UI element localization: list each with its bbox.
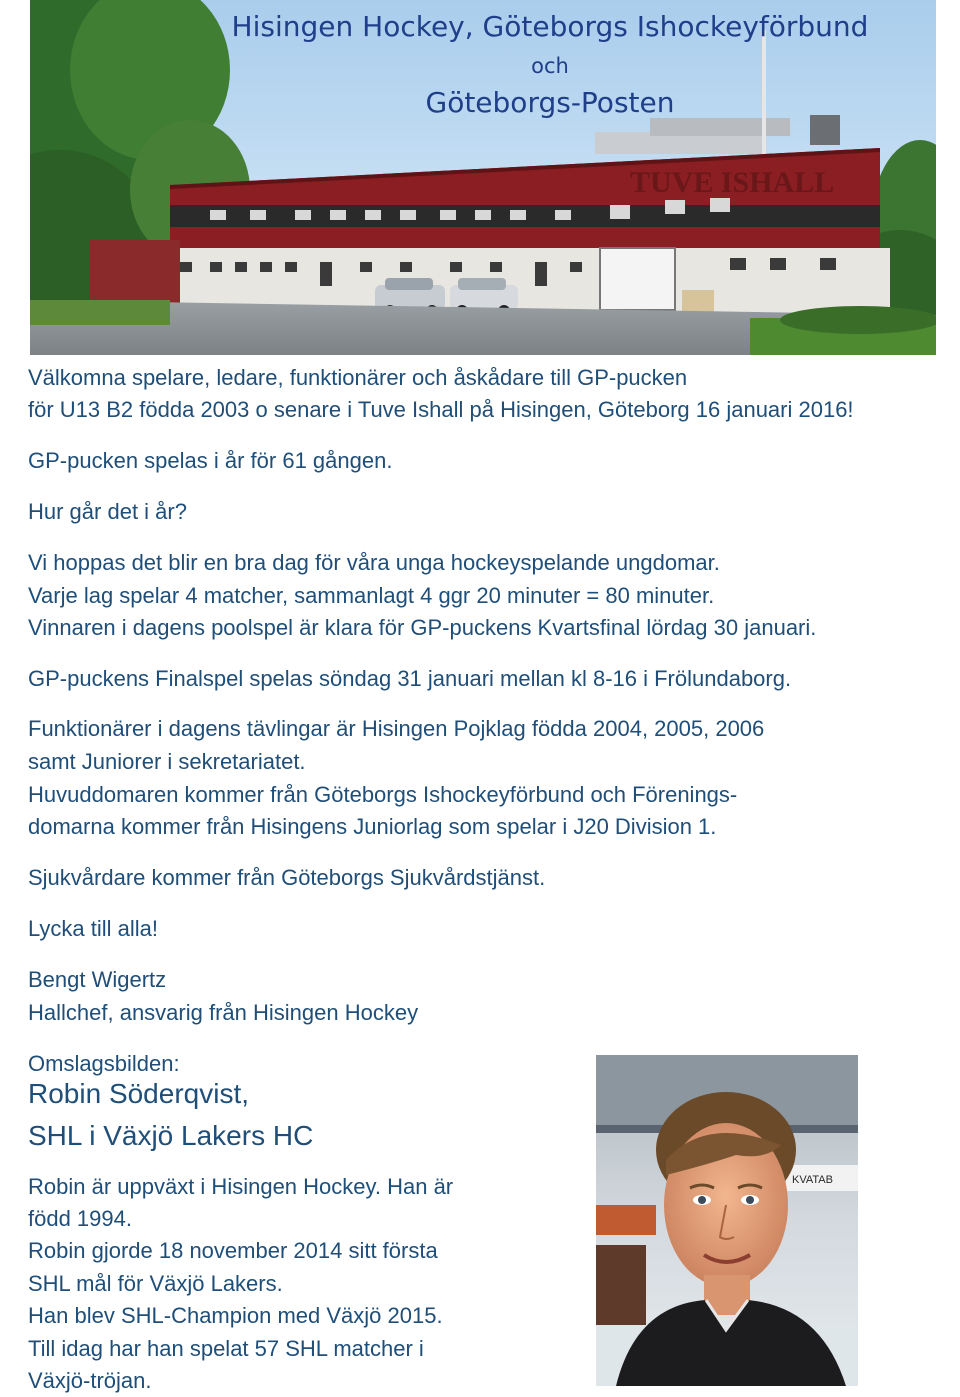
bio-line: SHL mål för Växjö Lakers. <box>28 1271 283 1296</box>
matches-text: Varje lag spelar 4 matcher, sammanlagt 4 ggr 20 minuter = 80 minuter. <box>28 583 715 608</box>
intro-line-1: Välkomna spelare, ledare, funktionärer och åskådare till GP-pucken <box>28 365 688 390</box>
hope-text: Vi hoppas det blir en bra dag för våra unga hockeyspelande ungdomar. <box>28 550 720 575</box>
bio-line: Han blev SHL-Champion med Växjö 2015. <box>28 1303 443 1328</box>
good-luck-text: Lycka till alla! <box>28 916 159 941</box>
final-text: GP-puckens Finalspel spelas söndag 31 januari mellan kl 8-16 i Frölundaborg. <box>28 666 792 691</box>
header-title-och: och <box>531 54 569 78</box>
bio-line: Robin är uppväxt i Hisingen Hockey. Han är <box>28 1174 454 1199</box>
bio-line: Till idag har han spelat 57 SHL matcher i <box>28 1336 424 1361</box>
winner-text: Vinnaren i dagens poolspel är klara för GP-puckens Kvartsfinal lördag 30 januari. <box>28 615 817 640</box>
signature-role: Hallchef, ansvarig från Hisingen Hockey <box>28 1000 419 1025</box>
bio-line: Robin gjorde 18 november 2014 sitt första <box>28 1238 438 1263</box>
cover-label: Omslagsbilden: <box>28 1051 180 1076</box>
building-sign: TUVE ISHALL <box>630 166 835 199</box>
gp-times-text: GP-pucken spelas i år för 61 gången. <box>28 448 393 473</box>
cover-player-team: SHL i Växjö Lakers HC <box>28 1120 314 1151</box>
officials-line-1: Funktionärer i dagens tävlingar är Hisingen Pojklag födda 2004, 2005, 2006 <box>28 716 765 741</box>
medical-text: Sjukvårdare kommer från Göteborgs Sjukvårdstjänst. <box>28 865 546 890</box>
header-photo <box>30 0 936 355</box>
cover-player-name: Robin Söderqvist, <box>28 1078 250 1109</box>
player-portrait <box>596 1055 858 1386</box>
signature-name: Bengt Wigertz <box>28 967 167 992</box>
intro-line-2: för U13 B2 födda 2003 o senare i Tuve Ishall på Hisingen, Göteborg 16 januari 2016! <box>28 397 854 422</box>
officials-line-2: samt Juniorer i sekretariatet. <box>28 749 306 774</box>
player-portrait-photo <box>596 1055 858 1386</box>
question-text: Hur går det i år? <box>28 499 187 524</box>
header-title-line2: Göteborgs-Posten <box>425 86 675 119</box>
referee-line-1: Huvuddomaren kommer från Göteborgs Ishockeyförbund och Förenings- <box>28 782 738 807</box>
bio-line: Växjö-tröjan. <box>28 1368 152 1393</box>
bio-line: född 1994. <box>28 1206 132 1231</box>
header-title-line1: Hisingen Hockey, Göteborgs Ishockeyförbund <box>231 10 869 43</box>
referee-line-2: domarna kommer från Hisingens Juniorlag som spelar i J20 Division 1. <box>28 814 717 839</box>
arena-sign: KVATAB <box>792 1174 833 1186</box>
